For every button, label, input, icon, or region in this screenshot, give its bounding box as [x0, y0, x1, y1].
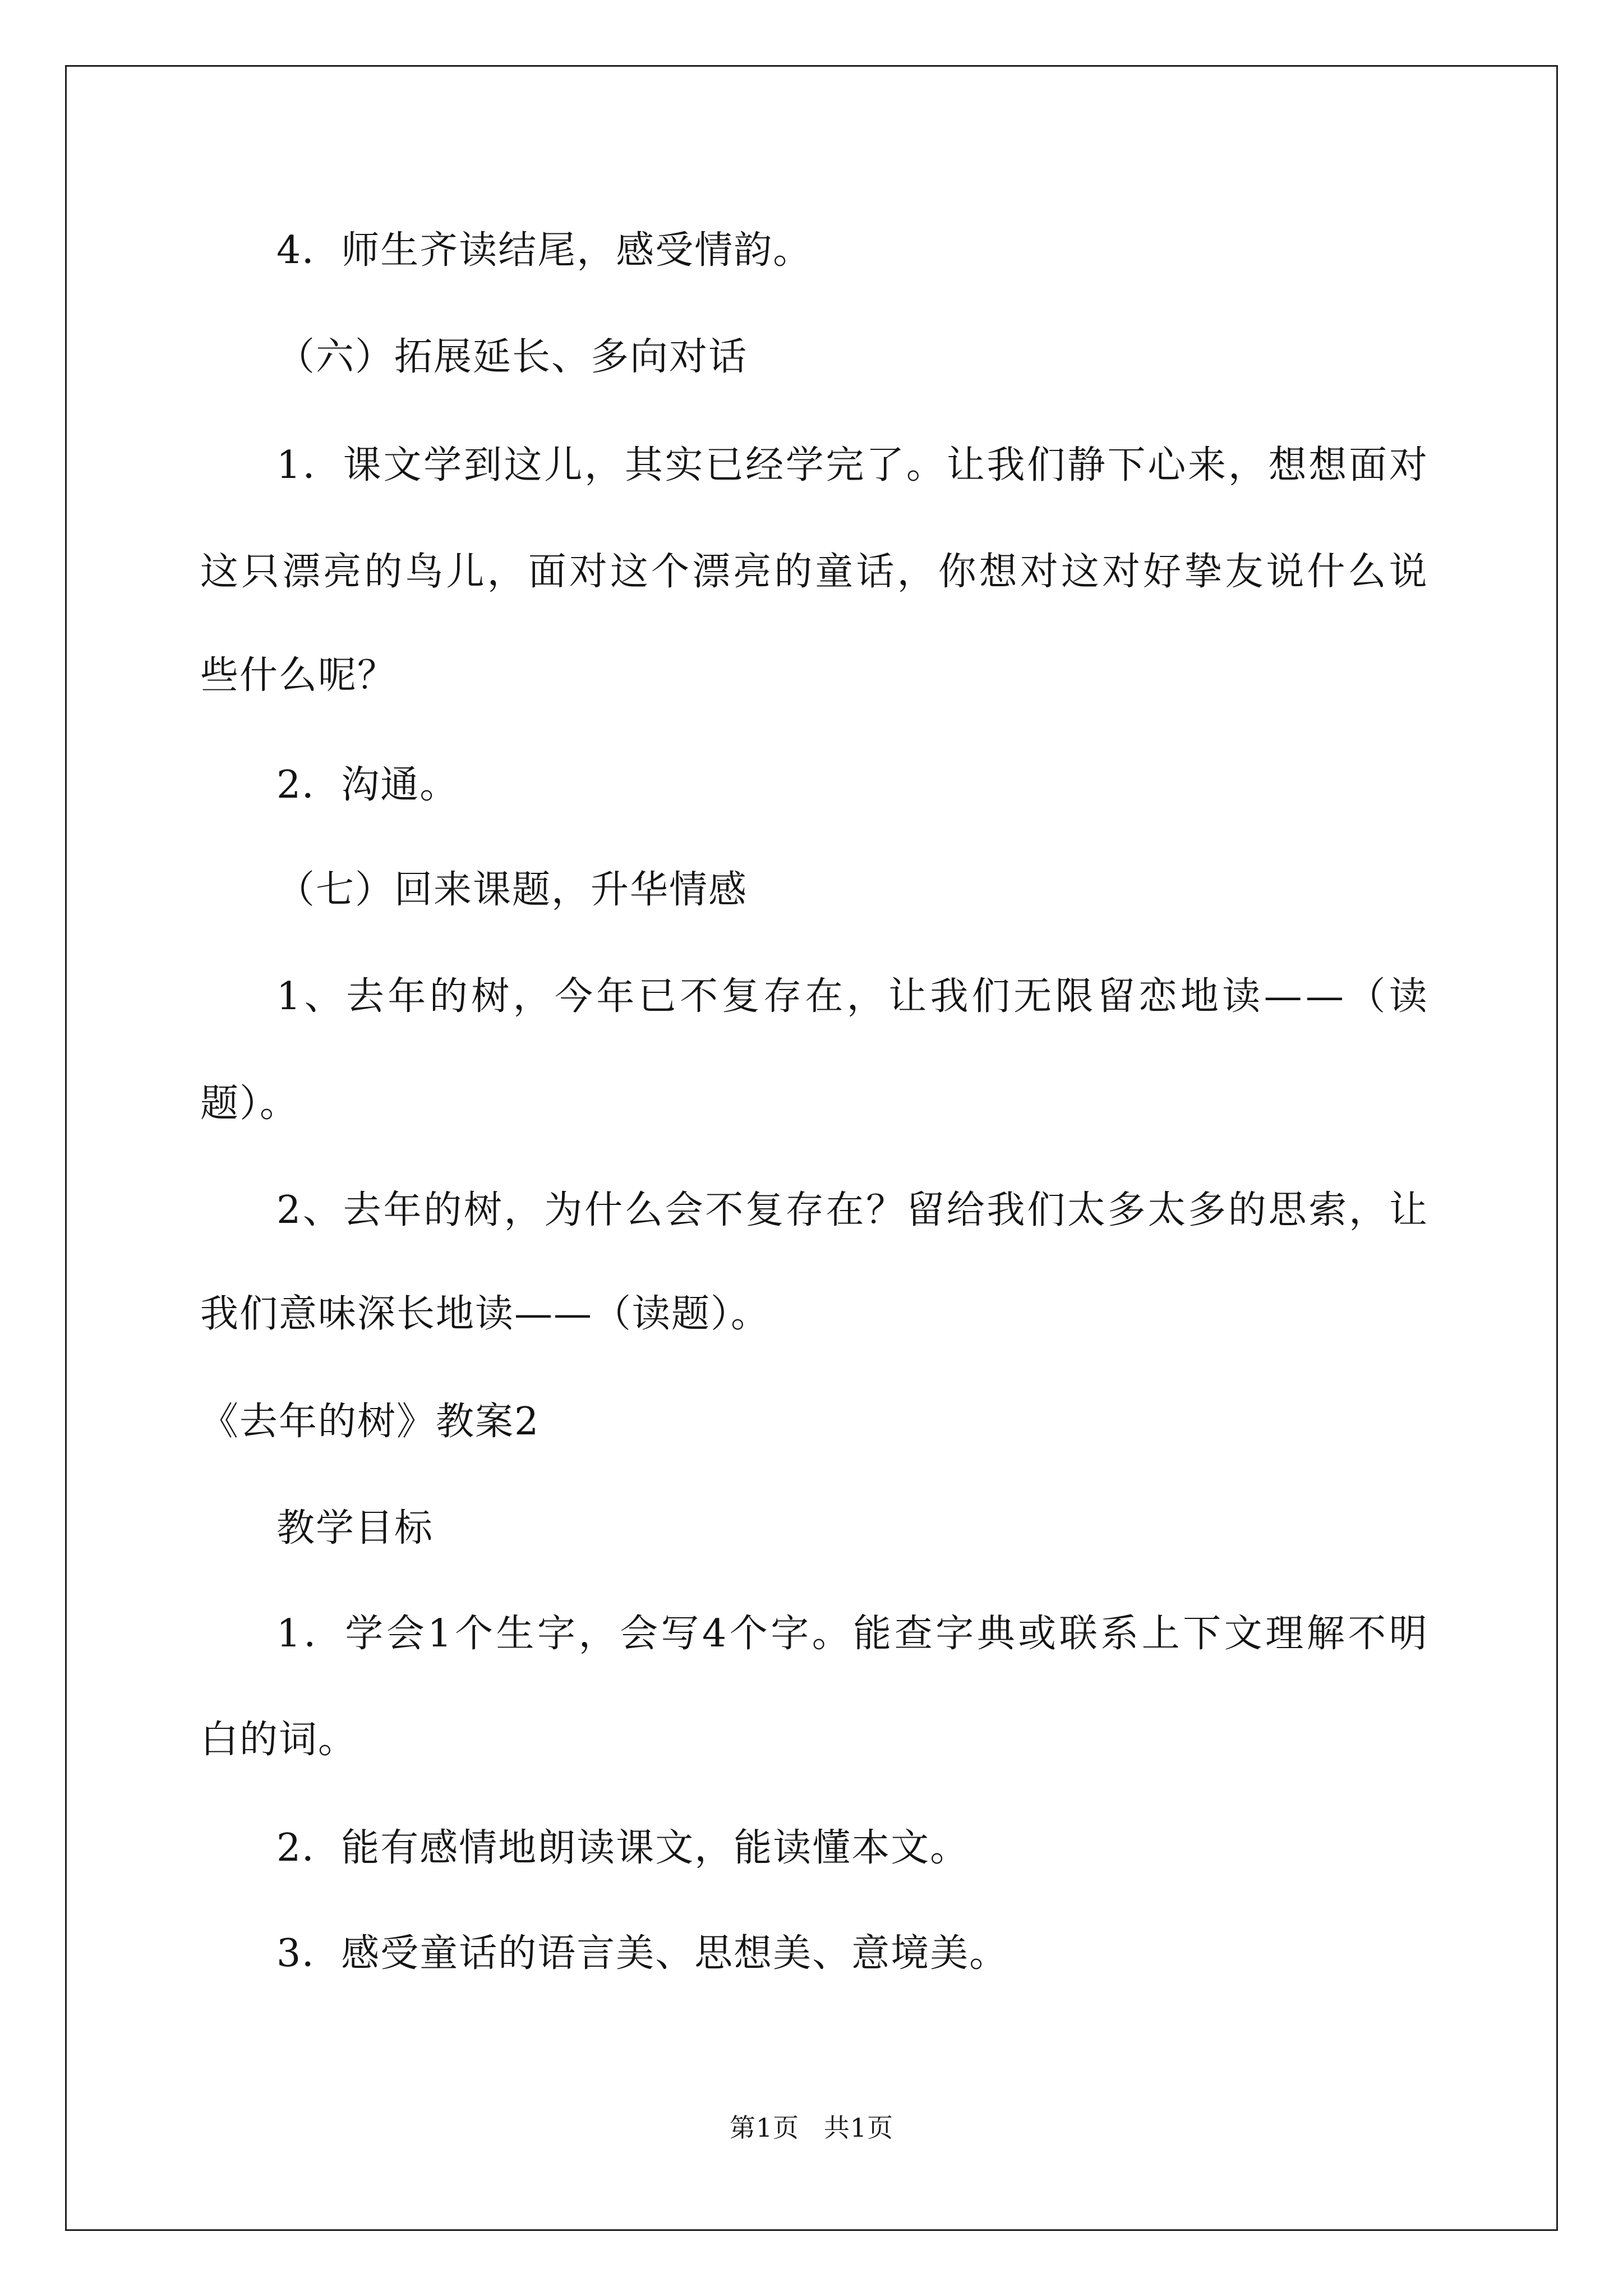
text-line: 白的词。 — [200, 1718, 358, 1762]
text-line: 3．感受童话的语言美、思想美、意境美。 — [276, 1931, 1009, 1976]
page-frame — [65, 65, 1558, 2231]
page-footer — [0, 2112, 1623, 2143]
text-line: 2 、 去 年 的 树 ， 为 什 么 会 不 复 存 在 ？ 留 给 我 们 太 多 太 多 的 思 索 ， 让 — [276, 1188, 1428, 1232]
text-line: 我们意味深长地读——（读题）。 — [200, 1292, 771, 1336]
text-line: 这 只 漂 亮 的 鸟 儿 ， 面 对 这 个 漂 亮 的 童 话 ， 你 想 对 这 对 好 挚 友 说 什 么 说 — [200, 550, 1428, 594]
text-line: 1 ． 课 文 学 到 这 儿 ， 其 实 已 经 学 完 了 。 让 我 们 静 下 心 来 ， 想 想 面 对 — [276, 443, 1428, 487]
text-line: 1 、 去 年 的 树 ， 今 年 已 不 复 存 在 ， 让 我 们 无 限 留 恋 地 读 — — （ 读 — [276, 974, 1428, 1019]
page-number: 第1页 — [729, 2113, 800, 2143]
text-line: 4．师生齐读结尾，感受情韵。 — [276, 228, 813, 273]
text-line: 2．能有感情地朗读课文，能读懂本文。 — [276, 1826, 970, 1870]
section-heading: （七）回来课题，升华情感 — [276, 868, 748, 912]
text-line: 1 ． 学 会 1 个 生 字 ， 会 写 4 个 字 。 能 查 字 典 或 联 系 上 下 文 理 解 不 明 — [276, 1612, 1428, 1656]
text-line: 些什么呢？ — [200, 654, 397, 698]
page-total: 共1页 — [823, 2113, 894, 2143]
section-heading: 教学目标 — [276, 1506, 434, 1550]
text-line: 题）。 — [200, 1082, 299, 1126]
text-line: 2．沟通。 — [276, 763, 459, 807]
section-heading: （六）拓展延长、多向对话 — [276, 335, 748, 379]
document-subtitle: 《去年的树》教案2 — [200, 1400, 540, 1444]
